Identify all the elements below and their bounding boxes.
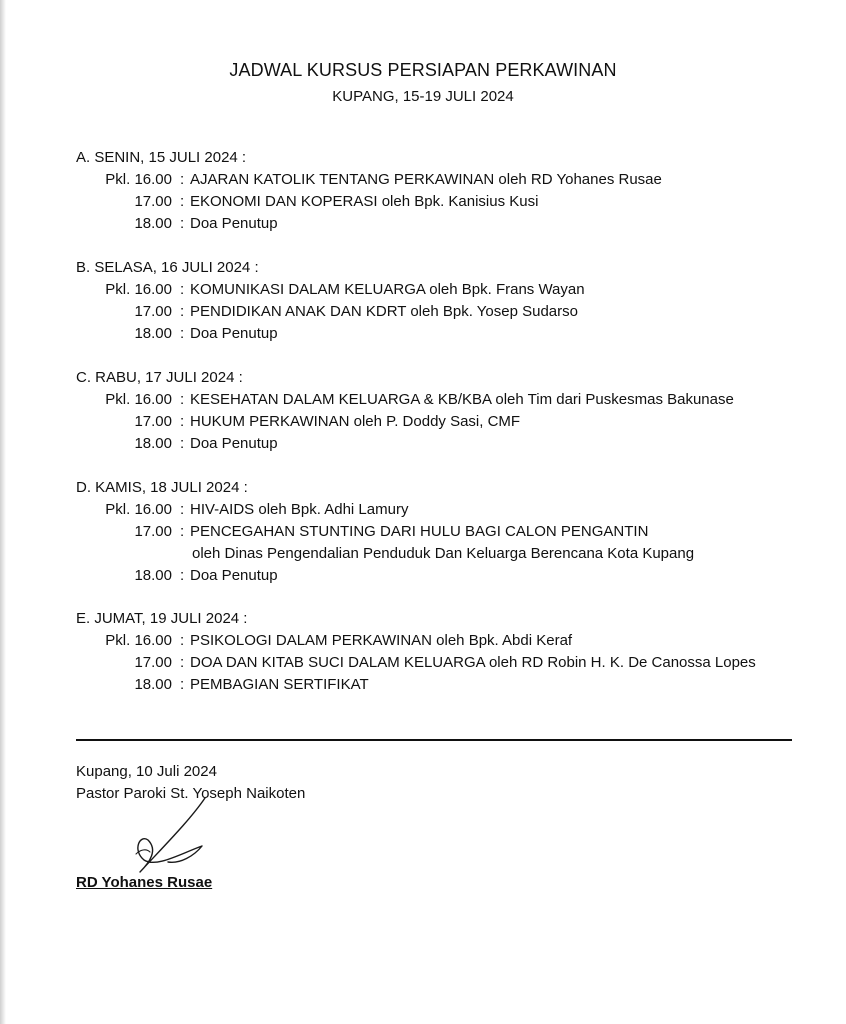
schedule-section-a [76, 147, 816, 235]
schedule-item [76, 652, 816, 674]
item-time: Pkl. 16.00 [105, 391, 172, 408]
item-time: 17.00 [134, 303, 172, 320]
schedule-item [76, 169, 816, 191]
item-description: KESEHATAN DALAM KELUARGA & KB/KBA oleh Tim dari Puskesmas Bakunase [190, 391, 734, 408]
item-colon: : [180, 523, 185, 540]
item-colon: : [180, 193, 185, 210]
schedule-item-continuation [76, 543, 816, 565]
schedule-item [76, 323, 816, 345]
item-description: Doa Penutup [190, 215, 278, 232]
horizontal-divider [76, 739, 792, 741]
item-description: PEMBAGIAN SERTIFIKAT [190, 676, 369, 693]
item-description: KOMUNIKASI DALAM KELUARGA oleh Bpk. Frans Wayan [190, 281, 585, 298]
schedule-item [76, 674, 816, 696]
item-description: EKONOMI DAN KOPERASI oleh Bpk. Kanisius Kusi [190, 193, 539, 210]
item-colon: : [180, 501, 185, 518]
item-time: 17.00 [134, 193, 172, 210]
signature-position: Pastor Paroki St. Yoseph Naikoten [76, 785, 306, 802]
section-heading: B. SELASA, 16 JULI 2024 : [76, 259, 259, 276]
schedule-item [76, 301, 816, 323]
item-time: 17.00 [134, 654, 172, 671]
signature-place-date: Kupang, 10 Juli 2024 [76, 763, 217, 780]
signatory-name: RD Yohanes Rusae [76, 874, 213, 891]
item-time: 18.00 [134, 567, 172, 584]
item-colon: : [180, 413, 185, 430]
item-colon: : [180, 215, 185, 232]
schedule-item [76, 191, 816, 213]
item-colon: : [180, 303, 185, 320]
item-time: 18.00 [134, 435, 172, 452]
schedule-item [76, 499, 816, 521]
item-colon: : [180, 435, 185, 452]
section-heading: C. RABU, 17 JULI 2024 : [76, 369, 243, 386]
schedule-item [76, 630, 816, 652]
schedule-section-e [76, 608, 816, 696]
item-time: Pkl. 16.00 [105, 281, 172, 298]
schedule-item [76, 565, 816, 587]
item-description: AJARAN KATOLIK TENTANG PERKAWINAN oleh RD Yohanes Rusae [190, 171, 662, 188]
item-colon: : [180, 391, 185, 408]
schedule-section-d [76, 477, 816, 587]
schedule-item [76, 213, 816, 235]
schedule-item [76, 411, 816, 433]
schedule-item [76, 433, 816, 455]
scan-edge-shadow [0, 0, 6, 1024]
schedule-item [76, 389, 816, 411]
item-colon: : [180, 654, 185, 671]
item-colon: : [180, 325, 185, 342]
schedule-section-b [76, 257, 816, 345]
item-time: Pkl. 16.00 [105, 632, 172, 649]
item-description: PSIKOLOGI DALAM PERKAWINAN oleh Bpk. Abdi Keraf [190, 632, 573, 649]
section-heading: D. KAMIS, 18 JULI 2024 : [76, 479, 248, 496]
section-heading: E. JUMAT, 19 JULI 2024 : [76, 610, 248, 627]
item-time: 18.00 [134, 215, 172, 232]
item-description: HUKUM PERKAWINAN oleh P. Doddy Sasi, CMF [190, 413, 521, 430]
item-time: 17.00 [134, 413, 172, 430]
item-time: Pkl. 16.00 [105, 501, 172, 518]
item-colon: : [180, 632, 185, 649]
schedule-item [76, 521, 816, 543]
item-description: HIV-AIDS oleh Bpk. Adhi Lamury [190, 501, 409, 518]
item-description: PENCEGAHAN STUNTING DARI HULU BAGI CALON PENGANTIN [190, 523, 649, 540]
item-description: PENDIDIKAN ANAK DAN KDRT oleh Bpk. Yosep Sudarso [190, 303, 578, 320]
item-colon: : [180, 281, 185, 298]
item-time: 17.00 [134, 523, 172, 540]
item-description: DOA DAN KITAB SUCI DALAM KELUARGA oleh RD Robin H. K. De Canossa Lopes [190, 654, 756, 671]
item-description: Doa Penutup [190, 325, 278, 342]
section-heading: A. SENIN, 15 JULI 2024 : [76, 149, 247, 166]
item-time: 18.00 [134, 676, 172, 693]
item-colon: : [180, 676, 185, 693]
item-time: 18.00 [134, 325, 172, 342]
schedule-item [76, 279, 816, 301]
item-time: Pkl. 16.00 [105, 171, 172, 188]
item-colon: : [180, 171, 185, 188]
item-colon: : [180, 567, 185, 584]
item-description-continuation: oleh Dinas Pengendalian Penduduk Dan Keluarga Berencana Kota Kupang [192, 545, 695, 562]
item-description: Doa Penutup [190, 435, 278, 452]
schedule-section-c [76, 367, 816, 455]
item-description: Doa Penutup [190, 567, 278, 584]
document-title: JADWAL KURSUS PERSIAPAN PERKAWINAN [229, 60, 617, 80]
document-subtitle: KUPANG, 15-19 JULI 2024 [332, 88, 514, 105]
